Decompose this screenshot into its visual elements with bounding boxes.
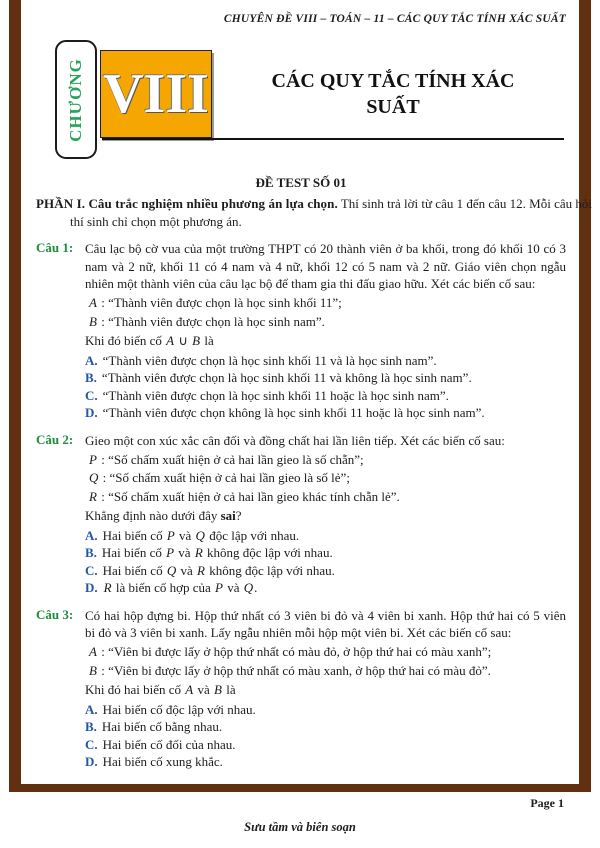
option-1c-letter: C.	[85, 387, 98, 403]
question-3-event-a: A : “Viên bi được lấy ở hộp thứ nhất có màu đỏ, ở hộp thứ hai có màu xanh”;	[89, 644, 492, 659]
question-2-stem: Gieo một con xúc xắc cân đối và đồng chất hai lần liên tiếp. Xét các biến cố sau:	[85, 432, 505, 448]
question-1-label: Câu 1:	[36, 240, 74, 255]
question-3-label: Câu 3:	[36, 606, 74, 622]
option-3c-letter: C.	[85, 736, 98, 752]
option-3d	[85, 753, 566, 771]
page-content	[36, 0, 592, 781]
option-3a-letter: A.	[85, 701, 98, 717]
option-1d-text: “Thành viên được chọn không là học sinh khối 11 hoặc là học sinh nam”.	[102, 405, 485, 420]
part-label: PHẦN I. Câu trắc nghiệm nhiều phương án lựa chọn.	[36, 196, 338, 211]
option-2c-text: Hai biến cố Q và R không độc lập với nhau.	[102, 562, 335, 578]
option-2d-letter: D.	[85, 580, 98, 595]
question-3-event-b: B : “Viên bi được lấy ở hộp thứ nhất có màu xanh, ở hộp thứ hai có màu đỏ”.	[89, 662, 491, 678]
option-2b-text: Hai biến cố P và R không độc lập với nhau.	[101, 545, 333, 560]
chapter-title-line2: SUẤT	[366, 96, 420, 118]
option-1b-letter: B.	[85, 370, 97, 385]
question-2-prompt: Khẳng định nào dưới đây sai?	[85, 507, 242, 523]
option-1d	[85, 404, 566, 422]
question-1	[36, 240, 566, 422]
question-3-stem: Có hai hộp đựng bi. Hộp thứ nhất có 3 viên bi đỏ và 4 viên bi xanh. Hộp thứ hai có 5 viên bi đỏ và 3 viên bi xanh. Lấy ngẫu nhiên mỗi hộp một viên bi. Xét các biến cố sau:	[85, 607, 566, 640]
option-1c-text: “Thành viên được chọn là học sinh khối 11 hoặc là học sinh nam”.	[102, 387, 449, 403]
option-1a-letter: A.	[85, 352, 98, 368]
chapter-number: VIII	[103, 63, 209, 125]
option-2b-letter: B.	[85, 545, 97, 560]
question-2-event-r: R : “Số chấm xuất hiện ở cả hai lần gieo khác tính chẵn lẻ”.	[89, 488, 400, 504]
chapter-banner	[36, 39, 566, 160]
option-3b-text: Hai biến cố bằng nhau.	[101, 719, 223, 734]
question-2-event-p: P : “Số chấm xuất hiện ở cả hai lần gieo là số chẵn”;	[89, 451, 364, 467]
option-2a-letter: A.	[85, 527, 98, 543]
option-3c	[85, 736, 566, 754]
question-3-options	[85, 701, 566, 771]
option-3b	[85, 718, 566, 736]
chapter-underline	[102, 138, 564, 140]
option-2d-text: R là biến cố hợp của P và Q.	[103, 580, 258, 595]
footer-credit: Sưu tầm và biên soạn	[244, 820, 356, 834]
part-instructions-text: Thí sinh trả lời từ câu 1 đến câu 12. Mỗi câu hỏi thí sinh chỉ chọn một phương án.	[70, 196, 592, 229]
document-header: CHUYÊN ĐỀ VIII – TOÁN – 11 – CÁC QUY TẮC TÍNH XÁC SUẤT	[223, 13, 566, 25]
option-3a	[85, 701, 566, 719]
footer-rule	[9, 784, 591, 792]
option-2c	[85, 562, 566, 580]
test-title: ĐỀ TEST SỐ 01	[255, 175, 347, 190]
question-1-prompt: Khi đó biến cố A ∪ B là	[85, 332, 214, 348]
option-2a-text: Hai biến cố P và Q độc lập với nhau.	[102, 527, 300, 543]
chapter-side-box	[55, 40, 97, 159]
option-1b	[85, 369, 566, 387]
page-border-left	[9, 0, 21, 792]
question-3	[36, 607, 566, 771]
chapter-side-label: CHƯƠNG	[66, 57, 86, 142]
option-2c-letter: C.	[85, 562, 98, 578]
option-3a-text: Hai biến cố độc lập với nhau.	[102, 701, 256, 717]
question-1-options	[85, 352, 566, 422]
option-1b-text: “Thành viên được chọn là học sinh khối 11 và không là học sinh nam”.	[101, 370, 472, 385]
question-2	[36, 432, 566, 597]
option-3d-text: Hai biến cố xung khắc.	[102, 754, 223, 769]
option-1a-text: “Thành viên được chọn là học sinh khối 11 và là học sinh nam”.	[102, 352, 437, 368]
page-number: Page 1	[530, 796, 564, 810]
option-1c	[85, 387, 566, 405]
option-2d	[85, 579, 566, 597]
question-1-stem: Câu lạc bộ cờ vua của một trường THPT có 20 thành viên ở ba khối, trong đó khối 10 có 3 nam và 2 nữ, khối 11 có 4 nam và 4 nữ, khối 12 có 5 nam và 2 nữ. Giáo viên chọn ngẫu nhiên một thành viên của câu lạc bộ để tham gia thi đấu giao hữu. Xét các biến cố sau:	[85, 241, 566, 291]
option-3c-text: Hai biến cố đối của nhau.	[102, 736, 236, 752]
option-1a	[85, 352, 566, 370]
chapter-title-line1: CÁC QUY TẮC TÍNH XÁC	[271, 70, 515, 92]
chapter-title	[220, 68, 566, 120]
question-1-event-a: A : “Thành viên được chọn là học sinh khối 11”;	[89, 295, 342, 310]
question-2-event-q: Q : “Số chấm xuất hiện ở cả hai lần gieo là số lẻ”;	[89, 470, 350, 485]
option-2b	[85, 544, 566, 562]
option-1d-letter: D.	[85, 405, 98, 420]
option-2a	[85, 527, 566, 545]
option-3d-letter: D.	[85, 754, 98, 769]
page-border-right	[579, 0, 591, 792]
question-3-prompt: Khi đó hai biến cố A và B là	[85, 681, 236, 697]
question-2-label: Câu 2:	[36, 431, 74, 447]
question-2-options	[85, 527, 566, 597]
part-instructions	[36, 195, 596, 231]
chapter-number-badge	[100, 50, 212, 138]
question-1-event-b: B : “Thành viên được chọn là học sinh nam”.	[89, 313, 325, 329]
option-3b-letter: B.	[85, 719, 97, 734]
